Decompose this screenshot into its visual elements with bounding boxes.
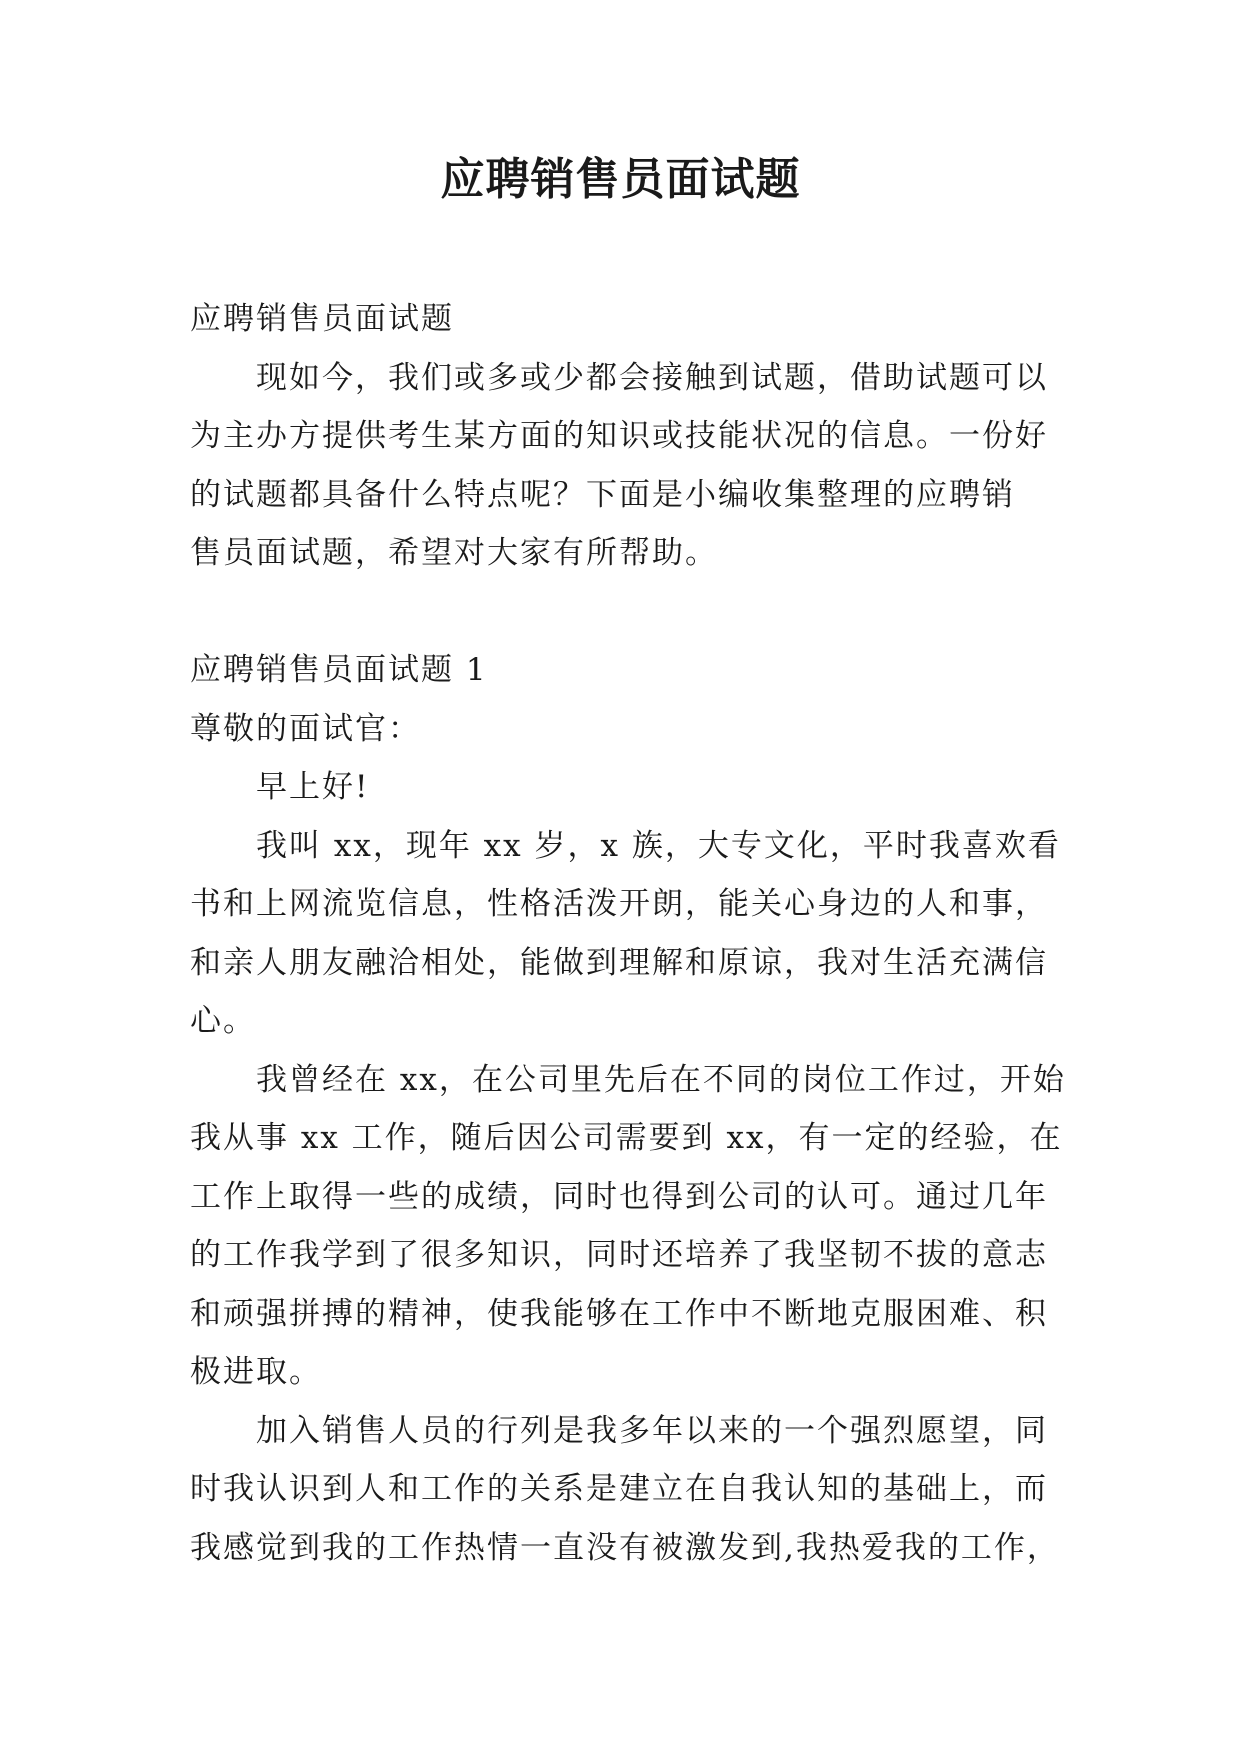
paragraph-line: 我感觉到我的工作热情一直没有被激发到,我热爱我的工作， — [190, 1529, 1060, 1566]
document-subtitle: 应聘销售员面试题 — [190, 301, 454, 337]
paragraph-line: 心。 — [190, 1003, 256, 1039]
salutation: 尊敬的面试官： — [190, 710, 421, 747]
paragraph-line: 和亲人朋友融洽相处，能做到理解和原谅，我对生活充满信 — [190, 944, 1048, 981]
intro-line: 现如今，我们或多或少都会接触到试题，借助试题可以 — [256, 359, 1048, 396]
paragraph-line: 加入销售人员的行列是我多年以来的一个强烈愿望，同 — [256, 1412, 1048, 1449]
paragraph-line: 的工作我学到了很多知识，同时还培养了我坚韧不拔的意志 — [190, 1237, 1048, 1273]
intro-line: 的试题都具备什么特点呢？下面是小编收集整理的应聘销 — [190, 476, 1015, 513]
paragraph-line: 时我认识到人和工作的关系是建立在自我认知的基础上，而 — [190, 1471, 1048, 1507]
document-body — [190, 290, 1066, 1577]
greeting: 早上好! — [256, 769, 370, 805]
paragraph-experience — [190, 1051, 1066, 1402]
paragraph-line: 极进取。 — [190, 1354, 322, 1390]
document-title: 应聘销售员面试题 — [440, 154, 801, 205]
paragraph-line: 我从事 xx 工作，随后因公司需要到 xx，有一定的经验，在 — [190, 1120, 1063, 1156]
paragraph-line: 和顽强拼搏的精神，使我能够在工作中不断地克服困难、积 — [190, 1295, 1048, 1332]
paragraph-self-intro — [190, 817, 1060, 1051]
paragraph-line: 我曾经在 xx，在公司里先后在不同的岗位工作过，开始 — [256, 1061, 1066, 1098]
intro-line: 为主办方提供考生某方面的知识或技能状况的信息。一份好 — [190, 418, 1048, 454]
paragraph-motivation — [190, 1402, 1060, 1578]
section-heading: 应聘销售员面试题 1 — [190, 652, 488, 688]
paragraph-gap — [190, 583, 1060, 642]
intro-line: 售员面试题，希望对大家有所帮助。 — [190, 535, 718, 571]
paragraph-line: 我叫 xx，现年 xx 岁，x 族，大专文化，平时我喜欢看 — [256, 827, 1061, 864]
paragraph-line: 书和上网流览信息，性格活泼开朗，能关心身边的人和事， — [190, 886, 1048, 922]
paragraph-line: 工作上取得一些的成绩，同时也得到公司的认可。通过几年 — [190, 1178, 1048, 1215]
intro-paragraph — [190, 349, 1060, 583]
